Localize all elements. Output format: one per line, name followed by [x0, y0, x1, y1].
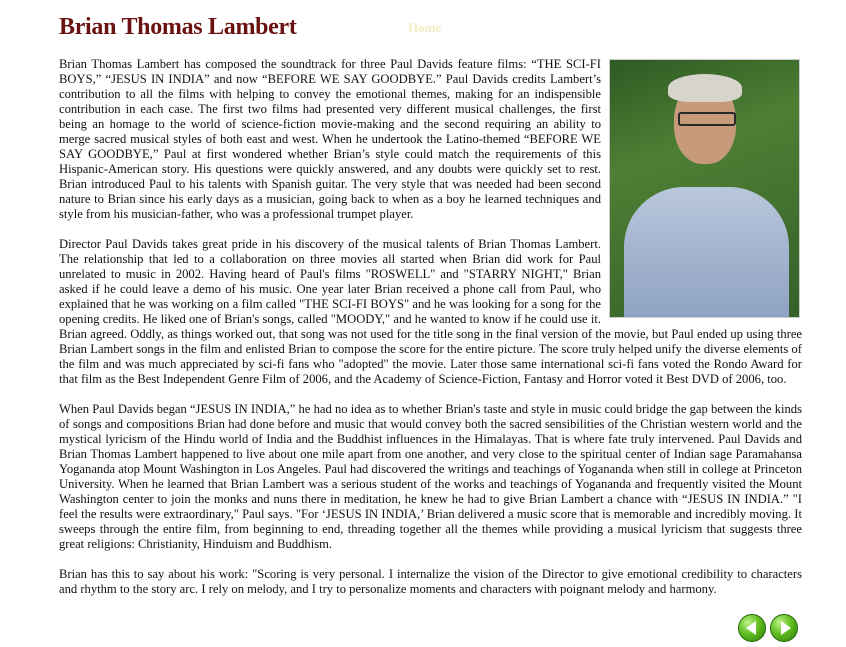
photo-shirt: [624, 187, 789, 317]
photo-glasses: [678, 112, 736, 126]
home-link[interactable]: Home: [408, 20, 442, 35]
previous-page-button[interactable]: [738, 614, 766, 642]
paragraph-4: Brian has this to say about his work: "Scoring is very personal. I internalize the vision of the Director to give emotional credibility to characters and rhythm to the story arc. I rely on melody, and I try to personalize moments and characters with poignant melody and harmony.: [59, 567, 802, 596]
photo-hair: [668, 74, 742, 102]
article-body: [59, 57, 802, 612]
next-page-button[interactable]: [770, 614, 798, 642]
page-title: Brian Thomas Lambert: [59, 14, 297, 40]
arrow-left-icon: [746, 621, 756, 635]
paragraph-2: Director Paul Davids takes great pride in his discovery of the musical talents of Brian Thomas Lambert. The relationship that led to a collaboration on three movies all started when Brian did work for Paul unrelated to music in 2002. Having heard of Paul's films "ROSWELL" and "STARRY NIGHT," Brian asked if he could leave a demo of his music. One year later Brian received a phone call from Paul, who explained that he was working on a film called "THE SCI-FI BOYS" and he was looking for a song for the opening credits. He liked one of Brian's songs, called "MOODY," and he wanted to know if he could use it. Brian agreed. Oddly, as things worked out, that song was not used for the title song in the final version of the movie, but Paul ended up using three Brian Lambert songs in the film and enlisted Brian to compose the score for the entire picture. The score truly helped unify the diverse elements of the film and was much appreciated by sci-fi fans who "adopted" the movie. Later those same international sci-fi fans voted the Rondo Award for that film as the Best Independent Genre Film of 2006, and the Academy of Science-Fiction, Fantasy and Horror voted it Best DVD of 2006, too.: [59, 237, 802, 386]
paragraph-1: Brian Thomas Lambert has composed the soundtrack for three Paul Davids feature films: “THE SCI-FI BOYS,” “JESUS IN INDIA” and now “BEFORE WE SAY GOODBYE.” Paul Davids credits Lambert’s contribution to all the films with helping to convey the emotional themes, making for an indispensible contribution in each case. The first two films had presented very different musical challenges, the first being an homage to the world of science-fiction movie-making and the second requiring an ability to merge sacred musical styles of both east and west. When he undertook the Latino-themed “BEFORE WE SAY GOODBYE,” Paul at first wondered whether Brian’s style could match the requirements of this Hispanic-American story. His questions were quickly answered, and any doubts were quickly set to rest. Brian introduced Paul to his talents with Spanish guitar. The very style that was needed had been second nature to Brian since his early days as a musician, going back to when as a boy he learned techniques and style from his musician-father, who was a professional trumpet player.: [59, 57, 601, 221]
arrow-right-icon: [781, 621, 791, 635]
paragraph-3: When Paul Davids began “JESUS IN INDIA,” he had no idea as to whether Brian's taste and style in music could bridge the gap between the kinds of songs and compositions Brian had done before and music that would convey both the sacred sensibilities of the Christian western world and the mystical lyricism of the Hindu world of India and the Buddhist influences in the Himalayas. That is where fate truly intervened. Paul Davids and Brian Thomas Lambert happened to live about one mile apart from one another, and very close to the spiritual center of Indian sage Paramahansa Yogananda atop Mount Washington in Los Angeles. Paul had discovered the writings and teachings of Yogananda when still in college at Princeton University. When he learned that Brian Lambert was a serious student of the works and teachings of Yogananda and frequently visited the Mount Washington center to join the monks and nuns there in meditation, he knew he had to give Brian Lambert a chance with “JESUS IN INDIA.” "I feel the results were extraordinary," Paul says. "For ‘JESUS IN INDIA,’ Brian delivered a music score that is memorable and incredibly moving. It sweeps through the entire film, from beginning to end, threading together all the themes while providing a musical lyricism that suggests three great religions: Christianity, Hinduism and Buddhism.: [59, 402, 802, 551]
portrait-photo: [609, 59, 800, 318]
